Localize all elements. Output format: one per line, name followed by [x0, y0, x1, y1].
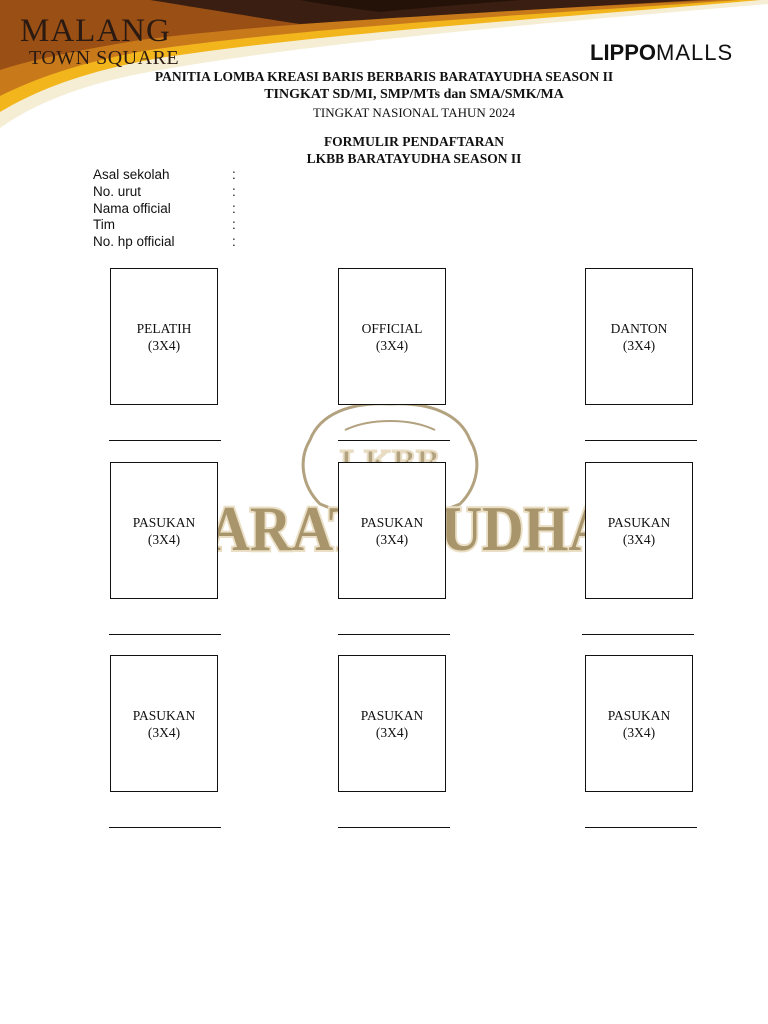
photo-size: (3X4): [622, 531, 656, 547]
signature-line[interactable]: [109, 827, 221, 828]
photo-role: PELATIH: [136, 320, 192, 336]
signature-line[interactable]: [338, 634, 450, 635]
field-colon: :: [232, 234, 236, 250]
photo-size: (3X4): [375, 531, 409, 547]
signature-line[interactable]: [109, 440, 221, 441]
photo-box-pelatih[interactable]: [110, 268, 218, 405]
logo-line-1: MALANG: [20, 13, 171, 49]
photo-box-danton[interactable]: [585, 268, 693, 405]
photo-box-pasukan[interactable]: [110, 462, 218, 599]
field-colon: :: [232, 183, 236, 199]
lippo-malls-logo: [590, 40, 733, 66]
photo-size: (3X4): [622, 724, 656, 740]
malang-town-square-logo: [20, 14, 179, 68]
national-title: TINGKAT NASIONAL TAHUN 2024: [312, 105, 515, 120]
signature-line[interactable]: [109, 634, 221, 635]
photo-size: (3X4): [375, 337, 409, 353]
field-colon: :: [232, 200, 236, 216]
level-title: TINGKAT SD/MI, SMP/MTs dan SMA/SMK/MA: [264, 87, 564, 102]
photo-role: PASUKAN: [607, 707, 671, 723]
photo-box-pasukan[interactable]: [338, 655, 446, 792]
logo-malls: MALLS: [656, 40, 734, 65]
logo-line-2: TOWN SQUARE: [29, 47, 180, 69]
photo-role: PASUKAN: [132, 514, 196, 530]
field-label: No. hp official: [93, 234, 175, 250]
field-label: Nama official: [93, 200, 171, 216]
photo-size: (3X4): [147, 337, 181, 353]
committee-title: PANITIA LOMBA KREASI BARIS BERBARIS BARATAYUDHA SEASON II: [154, 69, 614, 84]
photo-role: DANTON: [610, 320, 668, 336]
form-title: FORMULIR PENDAFTARAN: [323, 134, 505, 149]
signature-line[interactable]: [582, 634, 694, 635]
photo-size: (3X4): [622, 337, 656, 353]
photo-role: PASUKAN: [607, 514, 671, 530]
photo-size: (3X4): [147, 724, 181, 740]
photo-box-pasukan[interactable]: [110, 655, 218, 792]
photo-role: OFFICIAL: [361, 320, 423, 336]
field-label: Asal sekolah: [93, 167, 170, 182]
signature-line[interactable]: [585, 440, 697, 441]
photo-box-official[interactable]: [338, 268, 446, 405]
field-colon: :: [232, 167, 236, 182]
signature-line[interactable]: [585, 827, 697, 828]
photo-box-pasukan[interactable]: [585, 655, 693, 792]
photo-box-pasukan[interactable]: [585, 462, 693, 599]
field-colon: :: [232, 217, 236, 233]
field-label: No. urut: [93, 183, 142, 199]
form-subtitle: LKBB BARATAYUDHA SEASON II: [306, 151, 522, 166]
photo-role: PASUKAN: [360, 707, 424, 723]
signature-line[interactable]: [338, 440, 450, 441]
photo-role: PASUKAN: [132, 707, 196, 723]
photo-size: (3X4): [375, 724, 409, 740]
photo-box-pasukan[interactable]: [338, 462, 446, 599]
logo-lippo: LIPPO: [590, 40, 657, 65]
signature-line[interactable]: [338, 827, 450, 828]
photo-role: PASUKAN: [360, 514, 424, 530]
field-label: Tim: [93, 217, 115, 233]
photo-size: (3X4): [147, 531, 181, 547]
